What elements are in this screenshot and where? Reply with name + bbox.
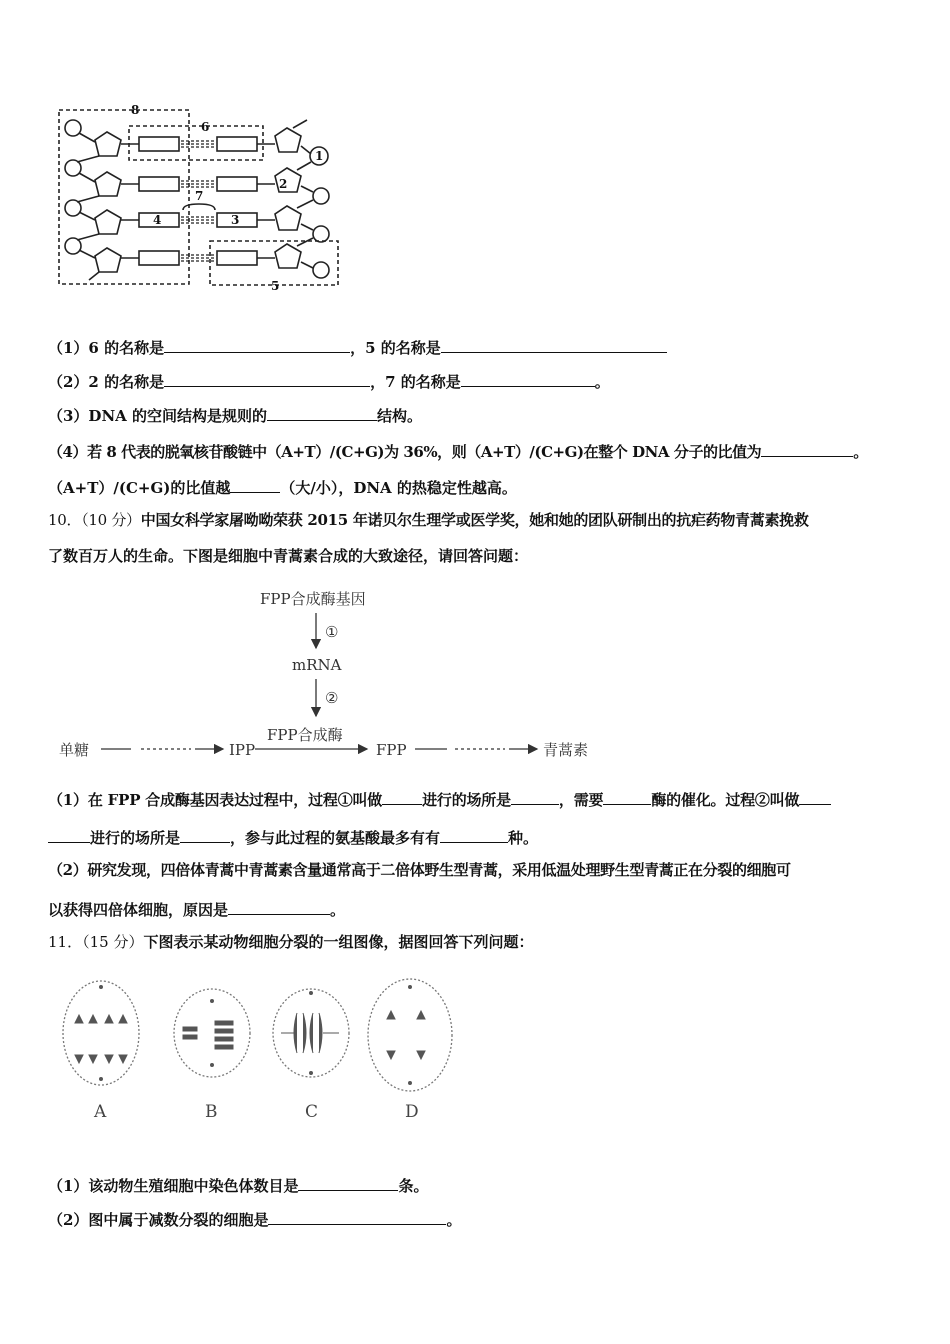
q11-points: （15 分）: [82, 933, 144, 951]
pathway-step-2: ②: [325, 689, 339, 707]
q10-blank-enzyme[interactable]: [603, 788, 651, 805]
label-8: 8: [131, 103, 140, 117]
q10-part2-line2: 以获得四倍体细胞，原因是 。: [48, 898, 345, 920]
q10-stem-line2: 了数百万人的生命。下图是细胞中青蒿素合成的大致途径，请回答问题：: [48, 547, 529, 565]
q9-part3: （3）DNA 的空间结构是规则的 结构。: [48, 404, 422, 426]
q11-blank-meiosis-cells[interactable]: [268, 1208, 446, 1225]
q10-blank-process2[interactable]: [799, 788, 831, 805]
q10-blank-site2[interactable]: [180, 826, 230, 843]
artemisinin-pathway-diagram: [55, 585, 615, 770]
q10-points: （10 分）: [81, 511, 141, 529]
label-2: 2: [279, 177, 288, 191]
label-7: 7: [195, 189, 204, 203]
label-3: 3: [231, 213, 240, 227]
cell-division-figure: [55, 975, 465, 1125]
cell-label-c: C: [305, 1102, 319, 1122]
label-4: 4: [153, 213, 162, 227]
q11-part2: （2）图中属于减数分裂的细胞是 。: [48, 1208, 461, 1230]
label-6: 6: [201, 120, 210, 134]
q11-blank-chromosome-count[interactable]: [298, 1174, 398, 1191]
label-5: 5: [271, 279, 280, 293]
q10-blank-site1[interactable]: [511, 788, 559, 805]
dna-structure-figure: [55, 100, 345, 295]
q9-part4: （4）若 8 代表的脱氧核苷酸链中（A+T）/(C+G)为 36%，则（A+T）/(C+G)在整个 DNA 分子的比值为 。: [48, 440, 868, 462]
pathway-ipp: IPP: [229, 741, 256, 759]
q11-stem: 11．（15 分）下图表示某动物细胞分裂的一组图像，据图回答下列问题：: [48, 933, 534, 951]
q10-blank-reason[interactable]: [228, 898, 330, 915]
pathway-product: 青蒿素: [543, 741, 589, 759]
cell-d: [368, 979, 452, 1091]
pathway-enzyme: FPP合成酶: [267, 726, 343, 744]
q9-blank-6[interactable]: [164, 336, 350, 353]
q9-blank-7[interactable]: [461, 370, 595, 387]
q9-part1: （1）6 的名称是 ，5 的名称是: [48, 336, 667, 358]
q9-blank-structure[interactable]: [267, 404, 377, 421]
q10-blank-process1[interactable]: [382, 788, 422, 805]
cell-a: [63, 981, 139, 1085]
cell-label-a: A: [94, 1102, 107, 1122]
q11-part1: （1）该动物生殖细胞中染色体数目是 条。: [48, 1174, 428, 1196]
q9-blank-ratio[interactable]: [761, 440, 853, 457]
q9-blank-2[interactable]: [164, 370, 370, 387]
pathway-step-1: ①: [325, 623, 339, 641]
label-1: 1: [315, 149, 324, 163]
q9-part5: （A+T）/(C+G)的比值越 （大/小），DNA 的热稳定性越高。: [48, 476, 517, 498]
cell-label-b: B: [205, 1102, 218, 1122]
pathway-gene: FPP合成酶基因: [260, 590, 366, 608]
q11-number: 11．: [48, 933, 83, 951]
pathway-fpp: FPP: [376, 741, 407, 759]
q10-part2-line1: （2）研究发现，四倍体青蒿中青蒿素含量通常高于二倍体野生型青蒿，采用低温处理野生型青蒿正在分裂的细胞可: [48, 861, 791, 879]
q9-part2: （2）2 的名称是 ，7 的名称是 。: [48, 370, 610, 392]
cell-label-d: D: [405, 1102, 419, 1122]
pathway-sugar: 单糖: [59, 741, 90, 759]
box-6: [129, 126, 263, 160]
q9-blank-5[interactable]: [441, 336, 667, 353]
q10-stem-line1: 10．（10 分）中国女科学家屠呦呦荣获 2015 年诺贝尔生理学或医学奖，她和她的团队研制出的抗疟药物青蒿素挽救: [48, 511, 809, 529]
q10-blank-process2-cont[interactable]: [48, 826, 90, 843]
q10-number: 10．: [48, 511, 82, 529]
pathway-mrna: mRNA: [292, 656, 342, 674]
q10-part1-line1: （1）在 FPP 合成酶基因表达过程中，过程①叫做 进行的场所是 ，需要 酶的催化。过程②叫做: [48, 788, 831, 810]
q10-blank-amino-acids[interactable]: [440, 826, 508, 843]
q10-part1-line2: 进行的场所是 ，参与此过程的氨基酸最多有有 种。: [48, 826, 538, 848]
q9-blank-size[interactable]: [230, 476, 280, 493]
